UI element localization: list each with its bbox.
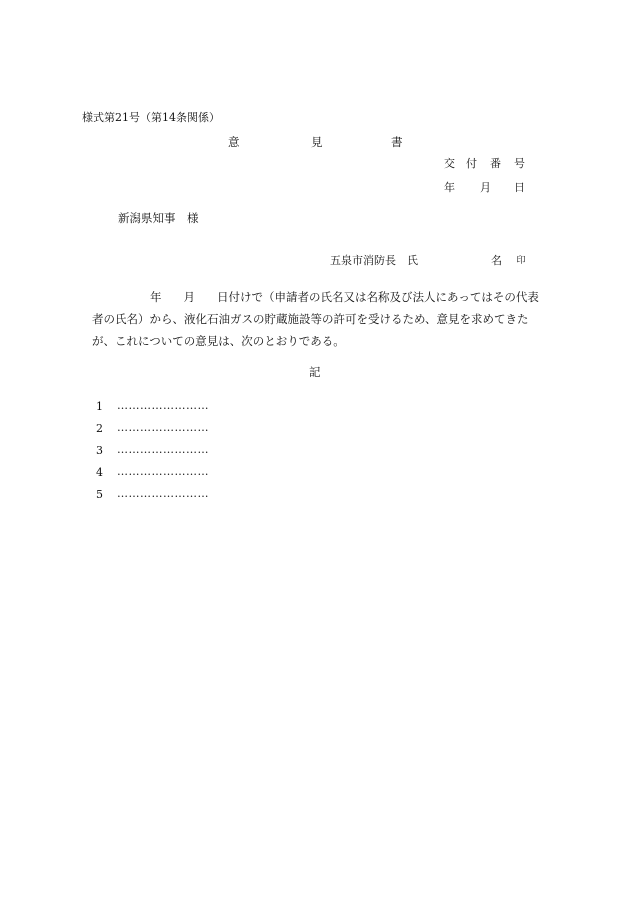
body-month: 月 xyxy=(183,290,195,304)
delivery-char-2: 付 xyxy=(466,157,477,170)
list-item xyxy=(96,422,296,444)
document-title xyxy=(0,134,630,150)
sender-org: 五泉市消防長 氏 xyxy=(330,254,418,267)
body-line-1 xyxy=(92,286,542,308)
item-dots: …………………… xyxy=(117,421,209,434)
title-char-3: 書 xyxy=(391,135,403,149)
ki-heading: 記 xyxy=(309,365,321,379)
body-line-1-rest: 日付けで（申請者の氏名又は名称及び法人にあってはその代表 xyxy=(217,290,539,304)
addressee: 新潟県知事 様 xyxy=(118,211,199,225)
list-item xyxy=(96,466,296,488)
form-number: 様式第21号（第14条関係） xyxy=(82,111,220,124)
item-number: 3 xyxy=(96,444,103,457)
item-number: 2 xyxy=(96,422,103,435)
item-number: 1 xyxy=(96,400,103,413)
item-dots: …………………… xyxy=(117,443,209,456)
sender-name-label: 名 xyxy=(491,254,502,267)
list-item xyxy=(96,444,296,466)
body-line-3: が、これについての意見は、次のとおりである。 xyxy=(92,334,345,348)
date-day-label: 日 xyxy=(514,181,525,194)
delivery-number-label xyxy=(0,157,630,171)
body-line-2: 者の氏名）から、液化石油ガスの貯蔵施設等の許可を受けるため、意見を求めてきた xyxy=(92,312,529,326)
item-number: 5 xyxy=(96,488,103,501)
delivery-char-1: 交 xyxy=(444,157,455,170)
seal-mark: 印 xyxy=(516,256,526,266)
item-number: 4 xyxy=(96,466,103,479)
date-year-label: 年 xyxy=(444,181,455,194)
delivery-char-3: 番 xyxy=(490,157,501,170)
title-char-2: 見 xyxy=(311,135,323,149)
item-dots: …………………… xyxy=(117,465,209,478)
date-month-label: 月 xyxy=(480,181,491,194)
list-item xyxy=(96,400,296,422)
opinion-list xyxy=(96,400,296,510)
delivery-char-4: 号 xyxy=(514,157,525,170)
item-dots: …………………… xyxy=(117,487,209,500)
title-char-1: 意 xyxy=(228,135,240,149)
item-dots: …………………… xyxy=(117,399,209,412)
body-paragraph xyxy=(92,286,542,352)
list-item xyxy=(96,488,296,510)
body-year: 年 xyxy=(150,290,162,304)
